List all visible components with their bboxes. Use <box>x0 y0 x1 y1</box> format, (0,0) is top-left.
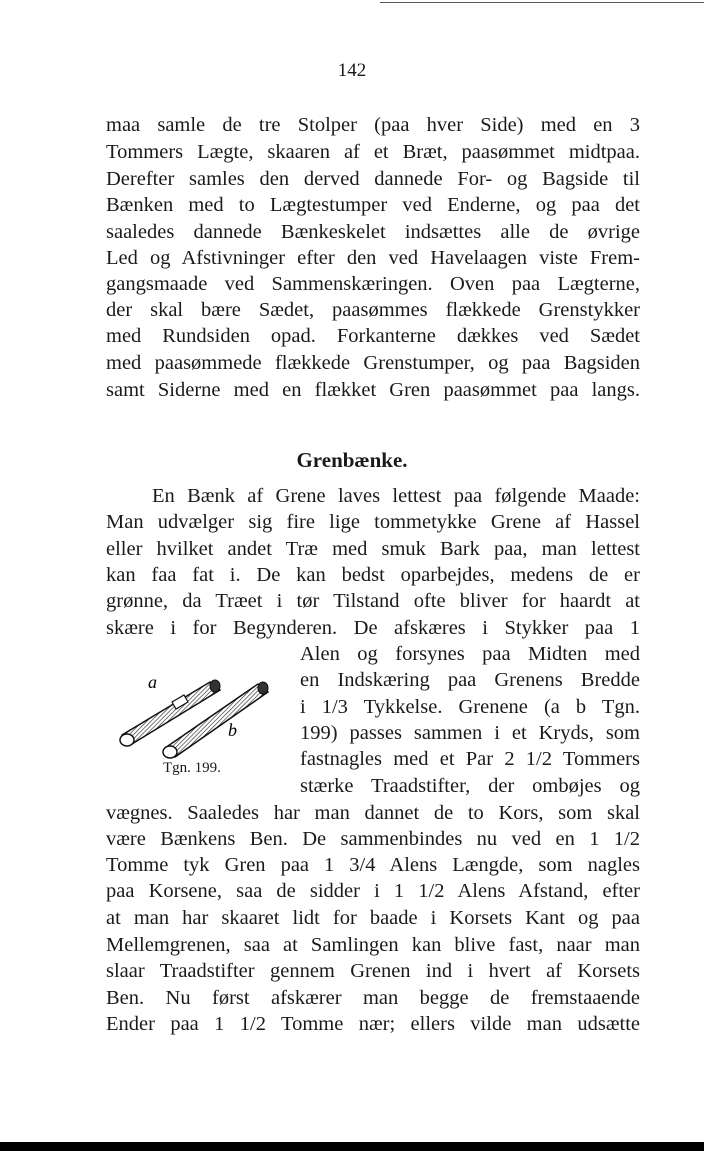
text-line: stærke Traadstifter, der ombøjes og <box>300 775 640 797</box>
text-line: Tomme tyk Gren paa 1 3/4 Alens Længde, som nagles <box>106 854 640 876</box>
text-line: med paasømmede flækkede Grenstumper, og paa Bagsiden <box>106 352 640 374</box>
figure-caption: Tgn. 199. <box>163 760 221 776</box>
branch-cross-illustration <box>110 660 280 760</box>
text-line: Alen og forsynes paa Midten med <box>300 643 640 665</box>
text-line: saaledes dannede Bænkeskelet indsættes alle de øvrige <box>106 221 640 243</box>
page-number: 142 <box>337 60 367 81</box>
text-line: være Bænkens Ben. De sammenbindes nu ved en 1 1/2 <box>106 828 640 850</box>
text-line: maa samle de tre Stolper (paa hver Side) med en 3 <box>106 114 640 136</box>
text-line: Led og Afstivninger efter den ved Havelaagen viste Frem- <box>106 247 640 269</box>
bottom-scan-edge <box>0 1142 704 1151</box>
text-line: grønne, da Træet i tør Tilstand ofte bliver for haardt at <box>106 590 640 612</box>
branches-drawing <box>110 660 280 760</box>
label-a: a <box>148 672 157 692</box>
text-line: Tommers Lægte, skaaren af et Bræt, paasømmet midtpaa. <box>106 141 640 163</box>
text-line: Ben. Nu først afskærer man begge de fremstaaende <box>106 987 640 1009</box>
text-line: Bænken med to Lægtestumper ved Enderne, og paa det <box>106 194 640 216</box>
label-b: b <box>228 720 237 740</box>
text-line: gangsmaade ved Sammenskæringen. Oven paa Lægterne, <box>106 273 640 295</box>
text-line: slaar Traadstifter gennem Grenen ind i hvert af Korsets <box>106 960 640 982</box>
text-line: der skal bære Sædet, paasømmes flækkede Grenstykker <box>106 299 640 321</box>
text-line: en Indskæring paa Grenens Bredde <box>300 669 640 691</box>
text-line: kan faa fat i. De kan bedst oparbejdes, medens de er <box>106 564 640 586</box>
text-line: Ender paa 1 1/2 Tomme nær; ellers vilde man udsætte <box>106 1013 640 1035</box>
text-line: vægnes. Saaledes har man dannet de to Kors, som skal <box>106 802 640 824</box>
text-line: En Bænk af Grene laves lettest paa følgende Maade: <box>152 485 640 507</box>
text-line: Man udvælger sig fire lige tommetykke Grene af Hassel <box>106 511 640 533</box>
text-line: at man har skaaret lidt for baade i Korsets Kant og paa <box>106 907 640 929</box>
text-line: Derefter samles den derved dannede For- og Bagside til <box>106 168 640 190</box>
text-line: Mellemgrenen, saa at Samlingen kan blive fast, naar man <box>106 934 640 956</box>
section-heading: Grenbænke. <box>296 448 408 472</box>
text-line: skære i for Begynderen. De afskæres i Stykker paa 1 <box>106 617 640 639</box>
text-line: samt Siderne med en flækket Gren paasømmet paa langs. <box>106 379 640 401</box>
text-line: paa Korsene, saa de sidder i 1 1/2 Alens Afstand, efter <box>106 880 640 902</box>
text-line: fastnagles med et Par 2 1/2 Tommers <box>300 748 640 770</box>
top-rule <box>380 2 704 3</box>
text-line: 199) passes sammen i et Kryds, som <box>300 722 640 744</box>
text-line: eller hvilket andet Træ med smuk Bark paa, man lettest <box>106 538 640 560</box>
text-line: i 1/3 Tykkelse. Grenene (a b Tgn. <box>300 696 640 718</box>
text-line: med Rundsiden opad. Forkanterne dækkes ved Sædet <box>106 325 640 347</box>
